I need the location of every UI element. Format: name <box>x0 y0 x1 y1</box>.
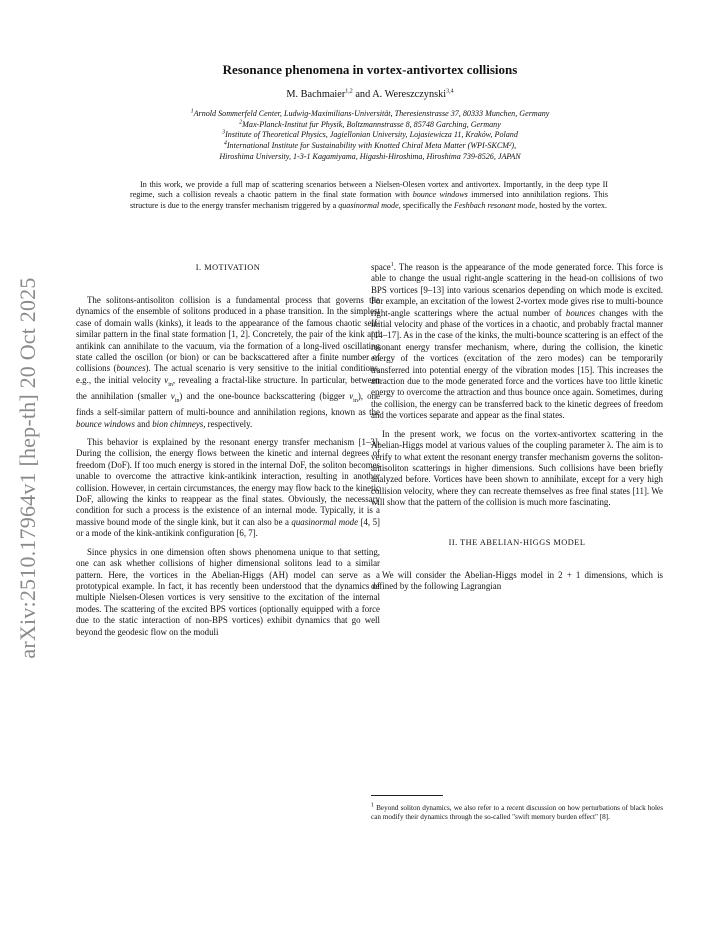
footnote: $^1$ Beyond soliton dynamics, we also refer to a recent discussion on how perturbations of black holes can modify their dynamics through the so-called "swift memory burden effect" [8]. <box>371 802 663 822</box>
paragraph: In the present work, we focus on the vortex-antivortex scattering in the Abelian-Higgs model at various values of the coupling parameter λ. The aim is to verify to what extent the resonant energy transfer mechanism governs the soliton-antisoliton scatterings in higher dimensions. Such collisions have been briefly analyzed before. Vortices have been shown to annihilate, except for a very high collision velocity, where they can recreate themselves as free final states [11]. We will show that the pattern of the collision is much more fascinating. <box>371 428 663 508</box>
right-column <box>371 262 663 592</box>
affiliation-3: $^3$Institute of Theoretical Physics, Jagiellonian University, Lojasiewicza 11, Kraków, Poland <box>222 129 518 140</box>
paragraph: We will consider the Abelian-Higgs model in 2 + 1 dimensions, which is defined by the following Lagrangian <box>371 569 663 591</box>
paragraph: The solitons-antisoliton collision is a fundamental process that governs the dynamics of the ensemble of solitons produced in a phase transition. In the simplest case of domain walls (kinks), it leads to the appearance of the famous chaotic self-similar pattern in the final state formation [1, 2]. Concretely, the pair of the kink and antikink can annihilate to the vacuum, via the formation of a long-lived oscillating state called the oscillon (or bion) or can be backscattered after a finite number of collisions (bounces). The actual scenario is very sensitive to the initial conditions, e.g., the initial velocity $v_{in}$, revealing a fractal-like structure. In particular, between the annihilation (smaller $v_{in}$) and the one-bounce backscattering (bigger $v_{in}$), one finds a self-similar pattern of multi-bounce and annihilation regions, known as the bounce windows and bion chimneys, respectively. <box>76 295 380 429</box>
affiliation-2: $^2$Max-Planck-Institut fur Physik, Boltzmannstrasse 8, 85748 Garching, Germany <box>239 119 501 129</box>
paper-title: Resonance phenomena in vortex-antivortex collisions <box>222 62 518 77</box>
footnote-rule <box>371 795 443 796</box>
paragraph: Since physics in one dimension often shows phenomena unique to that setting, one can ask whether collisions of higher dimensional solitons lead to a similar pattern. Here, the vortices in the Abelian-Higgs (AH) model can serve as a prototypical example. In fact, it has recently been understood that the dynamics of multiple Nielsen-Olesen vortices is very sensitive to the excitation of the internal modes. The scattering of the excited BPS vortices (optionally equipped with a force due to the static interaction of non-BPS vortices) exhibit dynamics that go well beyond the geodesic flow on the moduli <box>76 546 380 637</box>
paper-authors: M. Bachmaier$^{1,2}$ and A. Wereszczynski$^{3,4}$ <box>286 88 454 100</box>
section-heading-motivation: I. MOTIVATION <box>195 263 261 272</box>
left-column <box>76 262 380 638</box>
paragraph: space$^1$. The reason is the appearance of the mode generated force. This force is able to change the usual right-angle scattering in the head-on collisions of two BPS vortices [9–13] into various scenarios depending on which mode is excited. For example, an excitation of the lowest 2-vortex mode gives rise to multi-bounce right-angle scatterings where the actual number of bounces changes with the initial velocity and phase of the vortices in a chaotic, and probably fractal manner [14–17]. As in the case of the kinks, the multi-bounce scattering is an effect of the resonant energy transfer mechanism, where, during the collision, the kinetic energy of the vortices (excitation of the zero modes) can be temporarily transferred into potential energy of the vibration modes [15]. This increases the attraction due to the mode generated force and the vortices have too little kinetic energy to overcome the attraction and thus bounce once again. Sometimes, during the collision, the energy can be transferred back to the kinetic degrees of freedom and the vortices separate and appear as the final states. <box>371 262 663 421</box>
affiliation-4-cont: Hiroshima University, 1-3-1 Kagamiyama, Higashi-Hiroshima, Hiroshima 739-8526, JAPAN <box>219 151 521 161</box>
affiliations <box>80 109 660 163</box>
affiliation-1: $^1$Arnold Sommerfeld Center, Ludwig-Maximilians-Universität, Theresienstrasse 37, 80333 Munchen, Germany <box>190 108 550 118</box>
abstract: In this work, we provide a full map of scattering scenarios between a Nielsen-Olesen vortex and antivortex. Importantly, in the deep type II regime, such a collision reveals a chaotic pattern in the final state formation with bounce windows immersed into annihilation regions. This structure is due to the energy transfer mechanism triggered by a quasinormal mode, specifically the Feshbach resonant mode, hosted by the vortex. <box>130 180 608 210</box>
section-heading-abelian-higgs: II. THE ABELIAN-HIGGS MODEL <box>448 537 586 547</box>
arxiv-identifier: arXiv:2510.17964v1 [hep-th] 20 Oct 2025 <box>15 277 40 659</box>
paragraph: This behavior is explained by the resonant energy transfer mechanism [1–3]. During the collision, the energy flows between the kinetic and internal degrees of freedom (DoF). If too much energy is stored in the internal DoF, the soliton becomes unable to overcome the attractive kink-antikink interaction, resulting in another collision. However, in certain circumstances, the energy may flow back to the kinetic DoF, allowing the kinks to reappear as the final states. Obviously, the necessary condition for such a process is the existence of an internal mode. Typically, it is a massive bound mode of the single kink, but it can also be a quasinormal mode [4, 5] or a mode of the kink-antikink configuration [6, 7]. <box>76 437 380 539</box>
arxiv-sidebar-stamp <box>8 258 48 678</box>
affiliation-4: $^4$International Institute for Sustainability with Knotted Chiral Meta Matter (WPI-SKCM²), <box>223 140 517 151</box>
